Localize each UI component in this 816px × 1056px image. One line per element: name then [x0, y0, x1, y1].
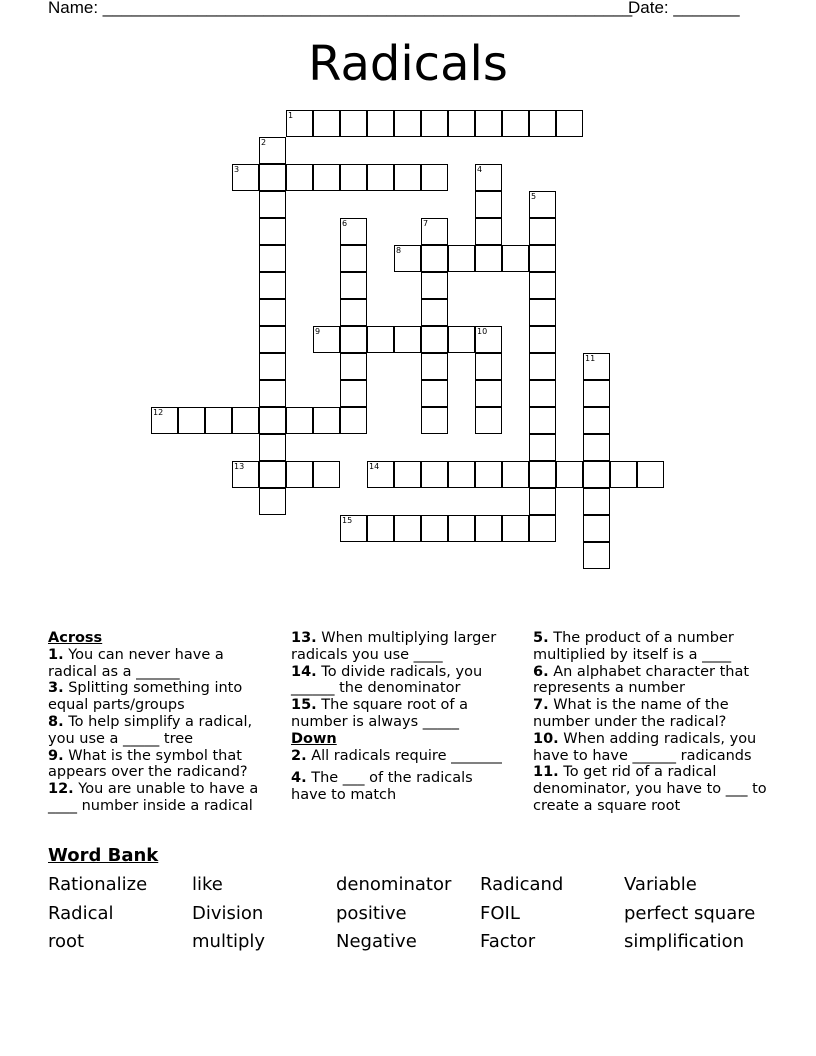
- clues-column-3: [533, 630, 768, 815]
- word-bank-item: positive: [336, 903, 407, 924]
- clue-across-8: 8. To help simplify a radical, you use a _____ tree: [48, 713, 253, 747]
- crossword-cell-15[interactable]: [340, 515, 367, 542]
- clue-across-14: 14. To divide radicals, you ______ the denominator: [291, 663, 483, 697]
- word-bank-item: Variable: [624, 874, 697, 895]
- crossword-cell[interactable]: [583, 488, 610, 515]
- crossword-cell[interactable]: [313, 461, 340, 488]
- crossword-cell[interactable]: [286, 407, 313, 434]
- clue-number: 10: [477, 327, 488, 336]
- crossword-cell[interactable]: [259, 164, 286, 191]
- crossword-cell[interactable]: [529, 299, 556, 326]
- word-bank-item: FOIL: [480, 903, 520, 924]
- crossword-cell[interactable]: [529, 434, 556, 461]
- name-field-label: Name: ________________________________________________________: [48, 0, 633, 17]
- clue-down-7: 7. What is the name of the number under the radical?: [533, 697, 729, 730]
- crossword-cell[interactable]: [583, 380, 610, 407]
- crossword-cell-6[interactable]: [340, 218, 367, 245]
- crossword-cell-7[interactable]: [421, 218, 448, 245]
- clue-number: 13: [234, 462, 245, 471]
- word-bank-item: Negative: [336, 931, 417, 952]
- clue-number: 6: [342, 219, 348, 228]
- crossword-cell-13[interactable]: [232, 461, 259, 488]
- crossword-cell[interactable]: [394, 110, 421, 137]
- crossword-cell[interactable]: [421, 326, 448, 353]
- crossword-cell[interactable]: [394, 164, 421, 191]
- crossword-cell[interactable]: [583, 515, 610, 542]
- crossword-cell[interactable]: [421, 272, 448, 299]
- clue-down-4: 4. The ___ of the radicals have to match: [291, 770, 473, 804]
- page-title: Radicals: [308, 36, 508, 92]
- crossword-cell[interactable]: [529, 326, 556, 353]
- clues-column-2: [291, 630, 511, 804]
- crossword-cell[interactable]: [340, 299, 367, 326]
- clue-across-3: 3. Splitting something into equal parts/groups: [48, 680, 243, 714]
- crossword-cell[interactable]: [583, 434, 610, 461]
- crossword-cell[interactable]: [529, 218, 556, 245]
- crossword-cell[interactable]: [259, 218, 286, 245]
- crossword-cell[interactable]: [448, 326, 475, 353]
- clues-column-1: [48, 630, 273, 815]
- crossword-cell[interactable]: [340, 380, 367, 407]
- word-bank-item: Rationalize: [48, 874, 148, 895]
- clue-across-12: 12. You are unable to have a ____ number inside a radical: [48, 781, 259, 814]
- crossword-cell-12[interactable]: [151, 407, 178, 434]
- word-bank-title: Word Bank: [48, 845, 159, 866]
- crossword-cell[interactable]: [259, 245, 286, 272]
- crossword-cell[interactable]: [421, 164, 448, 191]
- crossword-cell[interactable]: [286, 461, 313, 488]
- crossword-cell[interactable]: [502, 515, 529, 542]
- crossword-cell[interactable]: [394, 326, 421, 353]
- crossword-cell[interactable]: [421, 110, 448, 137]
- crossword-cell[interactable]: [529, 110, 556, 137]
- crossword-cell[interactable]: [475, 245, 502, 272]
- crossword-cell[interactable]: [475, 110, 502, 137]
- word-bank-item: denominator: [336, 874, 452, 895]
- crossword-cell[interactable]: [340, 110, 367, 137]
- crossword-cell[interactable]: [232, 407, 259, 434]
- crossword-cell-4[interactable]: [475, 164, 502, 191]
- word-bank-item: perfect square: [624, 903, 756, 924]
- crossword-cell[interactable]: [421, 515, 448, 542]
- clue-down-6: 6. An alphabet character that represents a number: [533, 663, 750, 697]
- crossword-cell[interactable]: [421, 461, 448, 488]
- crossword-cell[interactable]: [529, 515, 556, 542]
- crossword-cell[interactable]: [367, 515, 394, 542]
- clue-across-9: 9. What is the symbol that appears over the radicand?: [48, 747, 248, 781]
- clue-across-15: 15. The square root of a number is always _____: [291, 697, 469, 730]
- crossword-cell-5[interactable]: [529, 191, 556, 218]
- down-heading: Down: [291, 730, 337, 747]
- crossword-cell[interactable]: [475, 380, 502, 407]
- clue-down-2: 2. All radicals require _______: [291, 747, 502, 764]
- clue-number: 2: [261, 138, 267, 147]
- crossword-cell[interactable]: [259, 407, 286, 434]
- crossword-cell[interactable]: [529, 461, 556, 488]
- crossword-cell[interactable]: [475, 407, 502, 434]
- crossword-cell-9[interactable]: [313, 326, 340, 353]
- crossword-cell[interactable]: [583, 461, 610, 488]
- crossword-cell[interactable]: [556, 110, 583, 137]
- date-field-label: Date: _______: [628, 0, 740, 17]
- crossword-cell[interactable]: [475, 353, 502, 380]
- crossword-cell[interactable]: [313, 164, 340, 191]
- clue-number: 5: [531, 192, 537, 201]
- crossword-cell[interactable]: [178, 407, 205, 434]
- crossword-cell[interactable]: [421, 380, 448, 407]
- clue-down-10: 10. When adding radicals, you have to have ______ radicands: [533, 730, 757, 764]
- crossword-cell[interactable]: [340, 407, 367, 434]
- crossword-cell-1[interactable]: [286, 110, 313, 137]
- crossword-cell[interactable]: [529, 353, 556, 380]
- crossword-cell[interactable]: [367, 164, 394, 191]
- crossword-cell[interactable]: [259, 353, 286, 380]
- clue-number: 1: [288, 111, 294, 120]
- crossword-cell[interactable]: [286, 164, 313, 191]
- clue-across-13: 13. When multiplying larger radicals you use ____: [291, 630, 497, 663]
- crossword-cell[interactable]: [340, 245, 367, 272]
- crossword-cell[interactable]: [475, 218, 502, 245]
- crossword-cell[interactable]: [529, 380, 556, 407]
- crossword-cell[interactable]: [259, 326, 286, 353]
- crossword-cell[interactable]: [259, 380, 286, 407]
- word-bank-item: simplification: [624, 931, 745, 952]
- crossword-cell[interactable]: [340, 272, 367, 299]
- clue-number: 4: [477, 165, 483, 174]
- crossword-cell[interactable]: [313, 407, 340, 434]
- crossword-cell[interactable]: [259, 191, 286, 218]
- crossword-cell[interactable]: [583, 542, 610, 569]
- crossword-cell[interactable]: [421, 407, 448, 434]
- crossword-cell[interactable]: [259, 488, 286, 515]
- clue-number: 7: [423, 219, 429, 228]
- clue-across-1: 1. You can never have a radical as a ______: [48, 646, 224, 680]
- crossword-cell[interactable]: [475, 191, 502, 218]
- crossword-cell[interactable]: [502, 461, 529, 488]
- crossword-cell[interactable]: [340, 353, 367, 380]
- crossword-cell[interactable]: [259, 299, 286, 326]
- crossword-cell[interactable]: [313, 110, 340, 137]
- crossword-cell-14[interactable]: [367, 461, 394, 488]
- clue-down-5: 5. The product of a number multiplied by itself is a ____: [533, 630, 734, 663]
- crossword-cell[interactable]: [421, 353, 448, 380]
- clue-number: 8: [396, 246, 402, 255]
- crossword-cell[interactable]: [448, 461, 475, 488]
- word-bank-item: like: [192, 874, 223, 895]
- crossword-cell[interactable]: [502, 245, 529, 272]
- clue-down-11: 11. To get rid of a radical denominator, you have to ___ to create a square root: [533, 764, 767, 814]
- word-bank-item: Division: [192, 903, 264, 924]
- clue-number: 15: [342, 516, 353, 525]
- crossword-cell[interactable]: [529, 272, 556, 299]
- crossword-cell-3[interactable]: [232, 164, 259, 191]
- word-bank-item: Radicand: [480, 874, 564, 895]
- clue-number: 3: [234, 165, 240, 174]
- crossword-cell-10[interactable]: [475, 326, 502, 353]
- word-bank-item: Radical: [48, 903, 114, 924]
- crossword-cell[interactable]: [367, 110, 394, 137]
- crossword-cell[interactable]: [556, 461, 583, 488]
- crossword-cell[interactable]: [448, 245, 475, 272]
- crossword-cell[interactable]: [421, 299, 448, 326]
- crossword-cell[interactable]: [583, 407, 610, 434]
- word-bank-item: root: [48, 931, 85, 952]
- crossword-cell[interactable]: [340, 164, 367, 191]
- across-heading: Across: [48, 630, 103, 646]
- clue-number: 12: [153, 408, 164, 417]
- crossword-cell[interactable]: [610, 461, 637, 488]
- clue-number: 9: [315, 327, 321, 336]
- crossword-cell[interactable]: [448, 110, 475, 137]
- crossword-cell[interactable]: [529, 488, 556, 515]
- clue-number: 11: [585, 354, 596, 363]
- crossword-cell[interactable]: [637, 461, 664, 488]
- crossword-cell[interactable]: [394, 461, 421, 488]
- crossword-cell[interactable]: [448, 515, 475, 542]
- word-bank-item: Factor: [480, 931, 536, 952]
- crossword-cell[interactable]: [502, 110, 529, 137]
- crossword-cell[interactable]: [340, 326, 367, 353]
- crossword-cell[interactable]: [529, 407, 556, 434]
- crossword-cell[interactable]: [205, 407, 232, 434]
- crossword-cell[interactable]: [421, 245, 448, 272]
- crossword-cell[interactable]: [259, 272, 286, 299]
- clue-number: 14: [369, 462, 380, 471]
- word-bank-item: multiply: [192, 931, 266, 952]
- crossword-cell[interactable]: [259, 461, 286, 488]
- crossword-cell[interactable]: [259, 434, 286, 461]
- crossword-cell[interactable]: [367, 326, 394, 353]
- crossword-cell[interactable]: [475, 461, 502, 488]
- crossword-cell-11[interactable]: [583, 353, 610, 380]
- crossword-cell-8[interactable]: [394, 245, 421, 272]
- crossword-cell[interactable]: [529, 245, 556, 272]
- crossword-cell[interactable]: [475, 515, 502, 542]
- crossword-cell[interactable]: [394, 515, 421, 542]
- crossword-cell-2[interactable]: [259, 137, 286, 164]
